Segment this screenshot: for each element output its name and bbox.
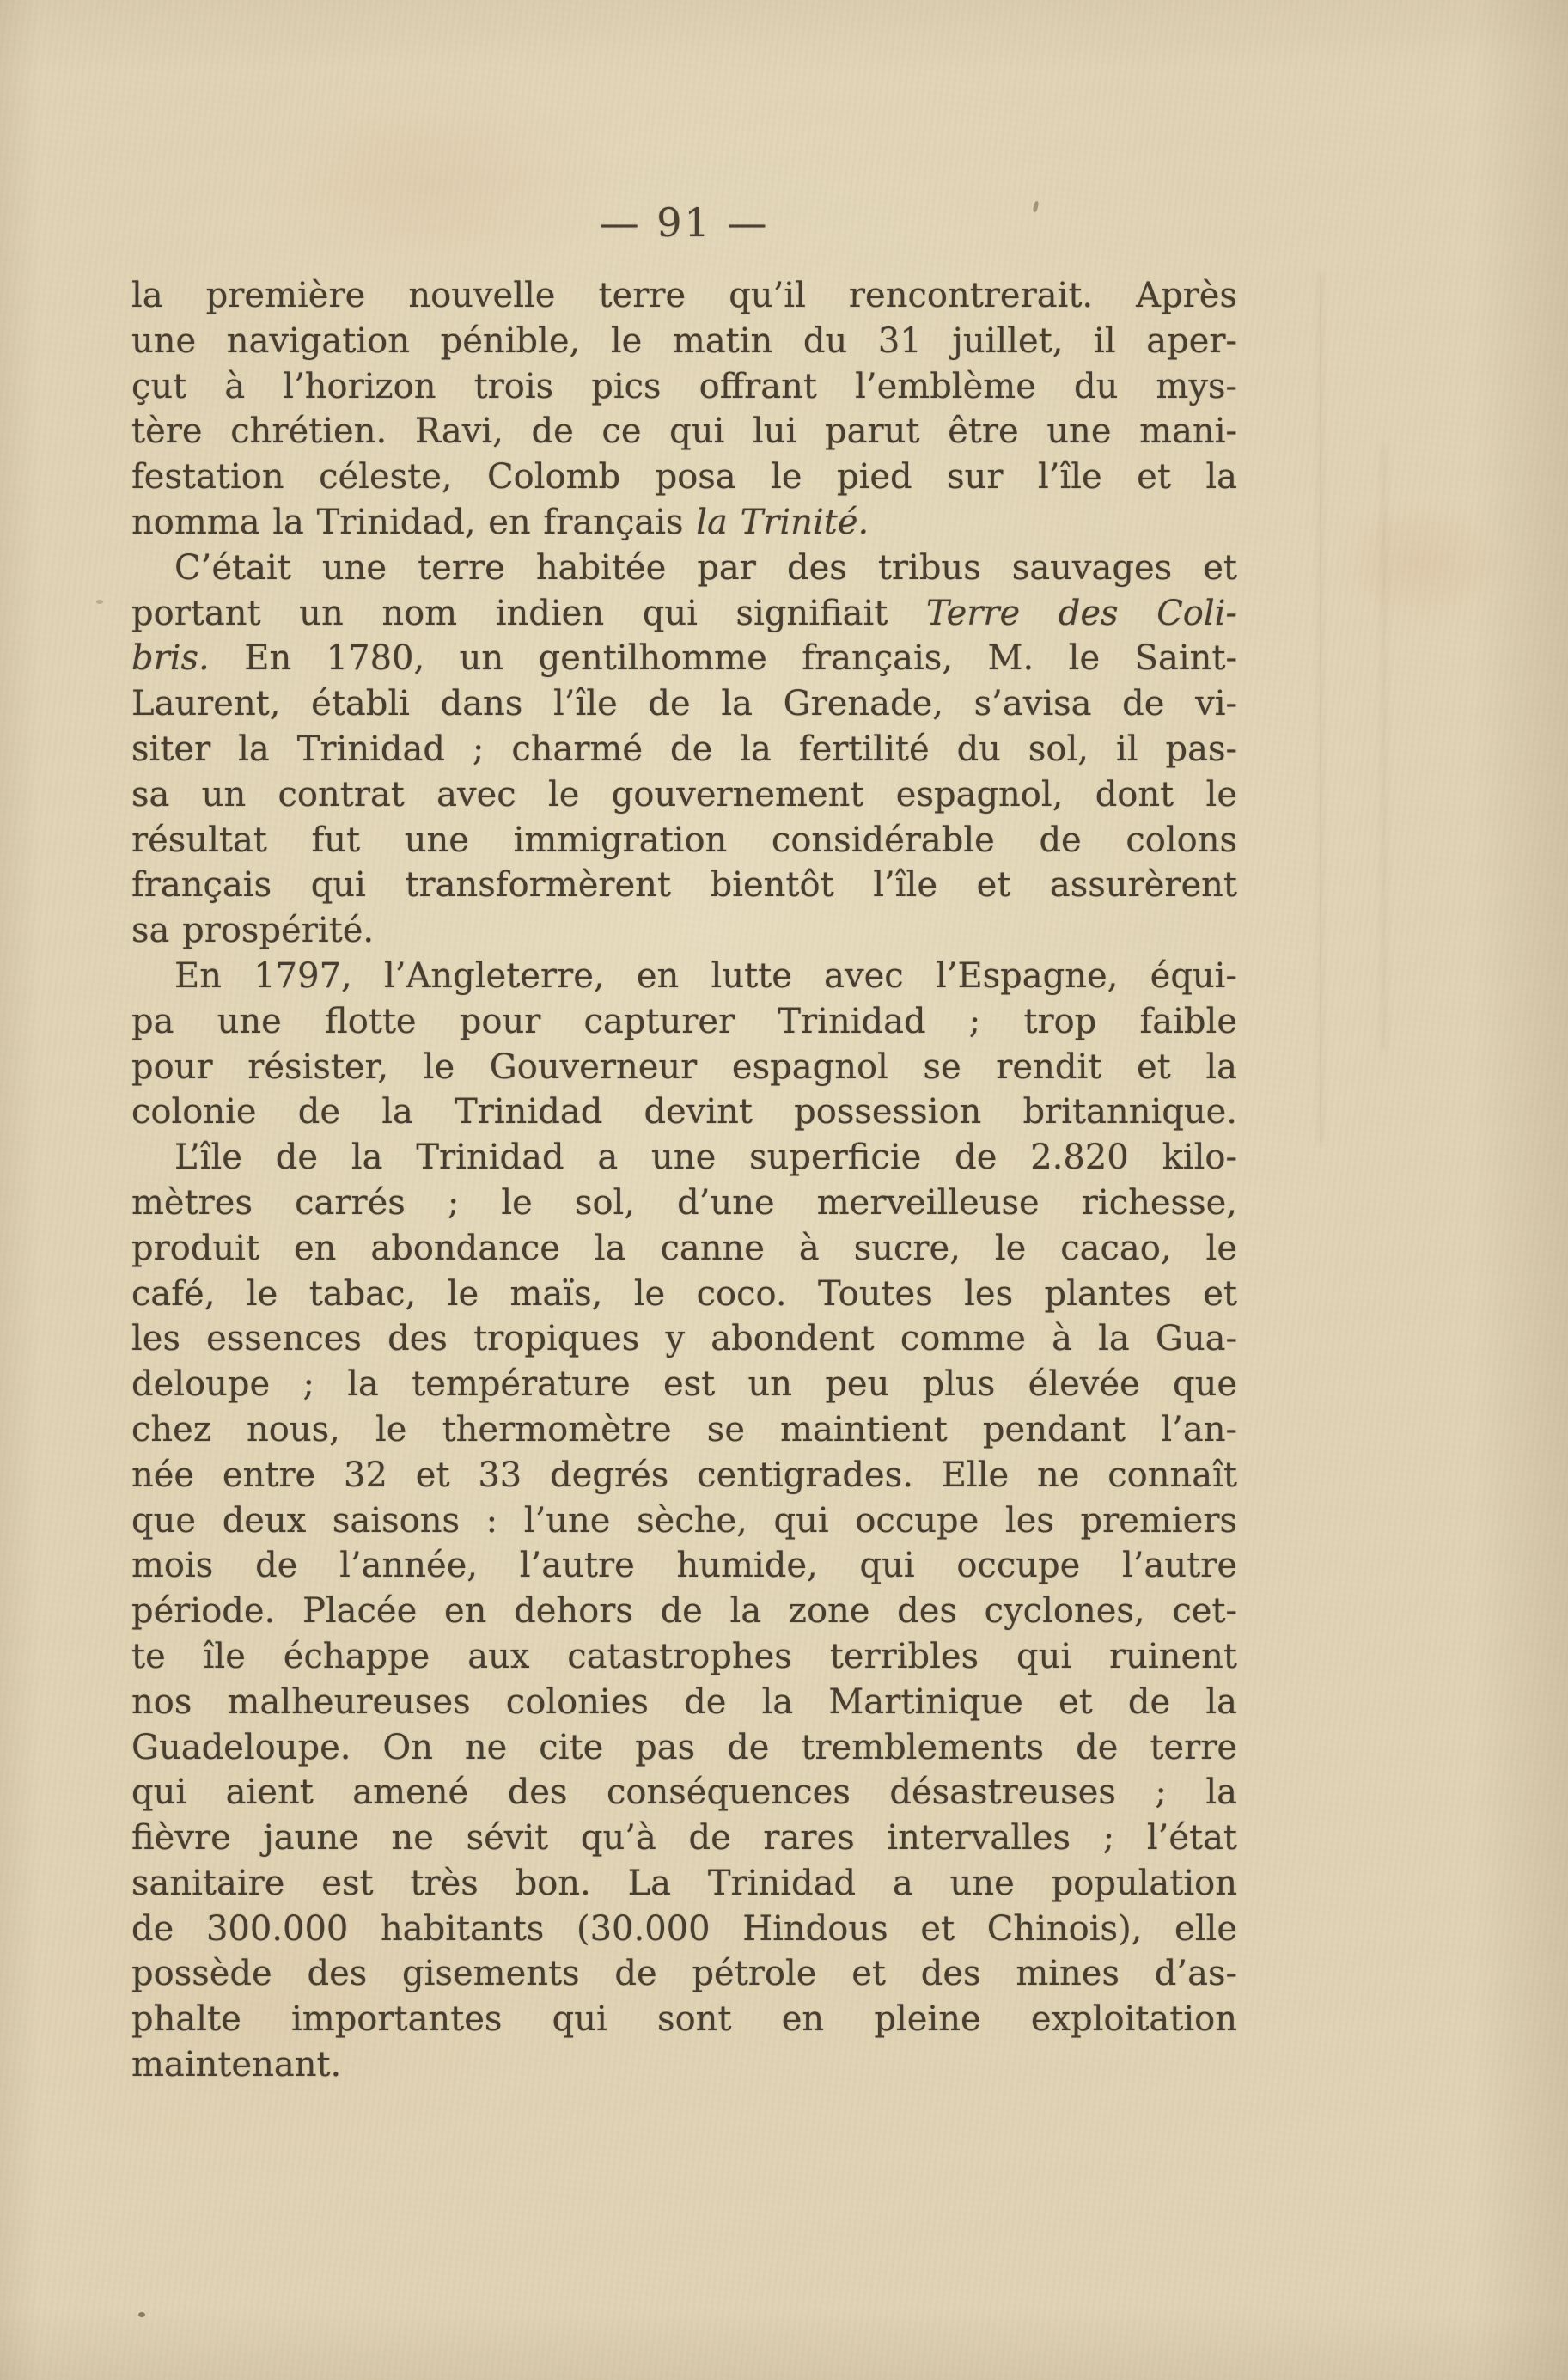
text-segment: mois de l’année, l’autre humide, qui occupe l’autre	[131, 1546, 1237, 1586]
text-line	[131, 546, 1237, 591]
text-segment: chez nous, le thermomètre se maintient pendant l’an-	[131, 1409, 1237, 1449]
text-segment: résultat fut une immigration considérable de colons	[131, 820, 1237, 860]
text-segment: produit en abondance la canne à sucre, le cacao, le	[131, 1228, 1237, 1268]
text-line	[131, 1498, 1237, 1544]
text-segment: colonie de la Trinidad devint possession britannique.	[131, 1092, 1237, 1132]
text-line	[131, 1362, 1237, 1407]
text-line	[131, 1543, 1237, 1589]
text-segment: période. Placée en dehors de la zone des cyclones, cet-	[131, 1591, 1237, 1632]
text-line	[131, 727, 1237, 772]
text-segment: les essences des tropiques y abondent comme à la Gua-	[131, 1319, 1237, 1359]
text-line	[131, 1907, 1237, 1952]
text-segment: une navigation pénible, le matin du 31 juillet, il aper-	[131, 320, 1237, 361]
text-segment: En 1780, un gentilhomme français, M. le Saint-	[209, 638, 1237, 679]
italic-text-segment: bris.	[131, 638, 210, 679]
text-line	[131, 273, 1237, 319]
text-segment: tère chrétien. Ravi, de ce qui lui parut être une mani-	[131, 412, 1237, 452]
text-line	[131, 863, 1237, 908]
text-segment: pa une flotte pour capturer Trinidad ; trop faible	[131, 1001, 1237, 1041]
text-line	[131, 772, 1237, 818]
text-segment: nomma la Trinidad, en français	[131, 502, 697, 542]
text-segment: çut à l’horizon trois pics offrant l’emblème du mys-	[131, 366, 1237, 406]
text-line	[131, 1816, 1237, 1861]
text-line	[131, 2042, 1237, 2088]
paper-speck	[138, 2312, 145, 2317]
text-segment: qui aient amené des conséquences désastreuses ; la	[131, 1773, 1237, 1813]
text-segment: En 1797, l’Angleterre, en lutte avec l’Espagne, équi-	[174, 955, 1237, 996]
text-segment: Laurent, établi dans l’île de la Grenade, s’avisa de vi-	[131, 684, 1237, 724]
text-line	[131, 1634, 1237, 1680]
text-line	[131, 409, 1237, 455]
text-segment: siter la Trinidad ; charmé de la fertilité du sol, il pas-	[131, 729, 1237, 769]
text-line	[131, 681, 1237, 727]
scan-streak	[1383, 447, 1385, 1048]
text-line	[131, 1453, 1237, 1498]
text-line	[131, 1951, 1237, 1997]
text-line	[131, 1089, 1237, 1135]
text-segment: sa un contrat avec le gouvernement espagnol, dont le	[131, 774, 1237, 815]
text-line	[131, 1770, 1237, 1816]
scan-streak	[1320, 275, 1321, 1143]
text-segment: fièvre jaune ne sévit qu’à de rares intervalles ; l’état	[131, 1818, 1237, 1858]
text-segment: née entre 32 et 33 degrés centigrades. Elle ne connaît	[131, 1455, 1237, 1495]
text-line	[131, 1861, 1237, 1907]
text-segment: que deux saisons : l’une sèche, qui occupe les premiers	[131, 1500, 1237, 1541]
text-line	[131, 319, 1237, 364]
text-segment: portant un nom indien qui signifiait	[131, 593, 926, 633]
text-segment: sanitaire est très bon. La Trinidad a une population	[131, 1863, 1237, 1903]
text-segment: la première nouvelle terre qu’il rencontrerait. Après	[131, 276, 1237, 315]
text-segment: festation céleste, Colomb posa le pied sur l’île et la	[131, 457, 1237, 497]
text-line	[131, 1589, 1237, 1634]
text-line	[131, 1407, 1237, 1453]
text-segment: deloupe ; la température est un peu plus élevée que	[131, 1364, 1237, 1405]
text-line	[131, 818, 1237, 864]
page-number: — 91 —	[599, 199, 770, 246]
text-segment: français qui transformèrent bientôt l’île et assurèrent	[131, 865, 1237, 906]
text-line	[131, 1316, 1237, 1362]
text-line	[131, 999, 1237, 1045]
text-line	[131, 636, 1237, 681]
text-line	[131, 455, 1237, 500]
text-segment: te île échappe aux catastrophes terribles qui ruinent	[131, 1636, 1237, 1676]
italic-text-segment: Terre des Coli-	[926, 593, 1237, 633]
text-segment: nos malheureuses colonies de la Martinique et de la	[131, 1681, 1237, 1722]
text-line	[131, 908, 1237, 954]
text-segment: pour résister, le Gouverneur espagnol se rendit et la	[131, 1047, 1237, 1087]
italic-text-segment: la Trinité.	[696, 502, 869, 542]
text-segment: de 300.000 habitants (30.000 Hindous et Chinois), elle	[131, 1908, 1237, 1949]
paper-speck	[96, 600, 103, 604]
text-segment: L’île de la Trinidad a une superficie de 2.820 kilo-	[174, 1138, 1237, 1178]
text-line	[131, 591, 1237, 637]
text-line	[131, 1045, 1237, 1090]
text-segment: sa prospérité.	[131, 911, 375, 951]
text-line	[131, 1997, 1237, 2042]
text-line	[131, 1272, 1237, 1317]
text-segment: maintenant.	[131, 2045, 342, 2085]
text-line	[131, 1181, 1237, 1226]
text-line	[131, 1680, 1237, 1725]
text-line	[131, 1135, 1237, 1181]
text-segment: mètres carrés ; le sol, d’une merveilleuse richesse,	[131, 1182, 1237, 1223]
text-line	[131, 1725, 1237, 1771]
text-line	[131, 954, 1237, 999]
text-segment: phalte importantes qui sont en pleine exploitation	[131, 1999, 1237, 2040]
text-segment: Guadeloupe. On ne cite pas de tremblements de terre	[131, 1727, 1237, 1767]
text-line	[131, 500, 1237, 546]
text-line	[131, 364, 1237, 410]
text-segment: C’était une terre habitée par des tribus sauvages et	[174, 547, 1237, 588]
text-segment: possède des gisements de pétrole et des mines d’as-	[131, 1954, 1237, 1994]
text-block	[131, 273, 1237, 2088]
text-segment: café, le tabac, le maïs, le coco. Toutes les plantes et	[131, 1273, 1237, 1314]
text-line	[131, 1226, 1237, 1272]
